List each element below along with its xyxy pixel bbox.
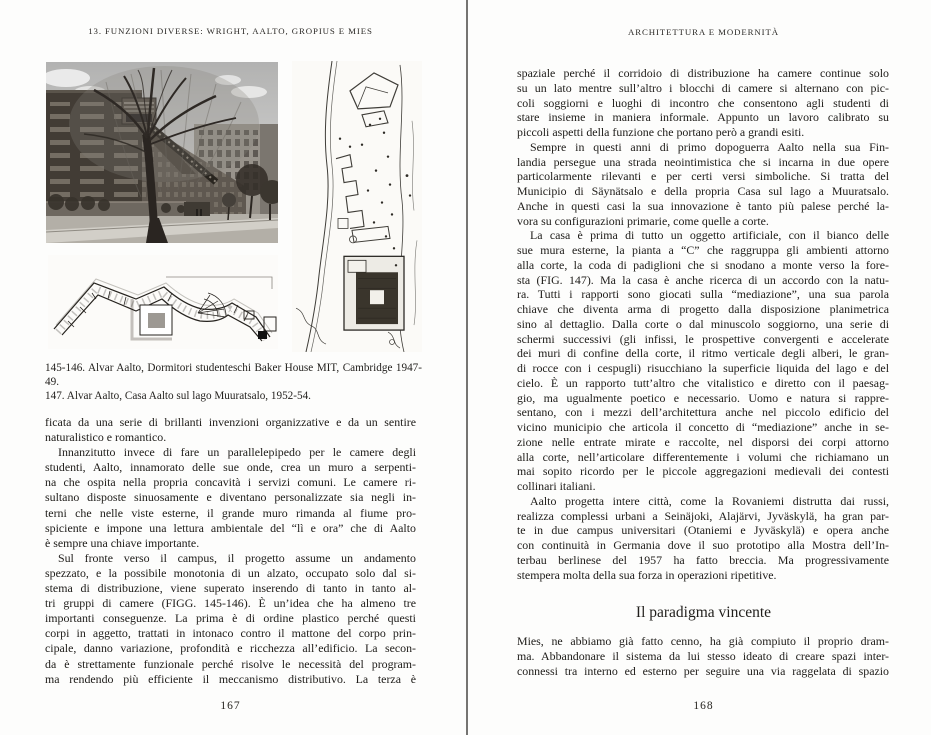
text-line: con continuità in Germania dove il suo prototipo alla Mostra dell’In- [517,538,889,552]
text-line: studenti, Aalto, innamorato delle sue onde, crea un muro a serpenti- [45,460,416,475]
text-line: spiciente e impone una lettura ambientale del “lì e ora” che di Aalto [45,520,416,535]
text-line: connessi tra interno ed esterno per seguire una via raggelata di spazio [517,664,889,678]
left-running-head: 13. FUNZIONI DIVERSE: WRIGHT, AALTO, GROPIUS E MIES [88,26,373,36]
text-line: ficata da una serie di brillanti invenzioni organizzative e da un sentire [45,415,416,429]
text-line: di rocce con i cespugli) risucchiano la superficie liquida del lago e del [517,361,889,375]
baker-house-photo-graphic [46,62,278,243]
text-line: naturalistico e romantico. [45,430,167,445]
text-line: sino al dettaglio. Dalla corte o dal minuscolo soggiorno, una serie di [517,316,889,331]
text-line: sentano, con i mezzi dell’architettura anche nel piccolo edificio del [517,405,889,420]
text-line: alla corte, nell’articolare differentemente i volumi che richiamano un [517,449,889,464]
text-line: Municipio di Säynätsalo e della propria Casa sul lago a Muuratsalo. [517,184,889,198]
figure-caption [45,362,422,404]
text-line: Anche in questi casi la sua innovazione è tanto più palese perché la- [517,198,889,213]
text-line: spaziale perché il corridoio di distribuzione ha camere continue solo [517,66,889,80]
baker-house-photo [46,62,278,243]
text-line: Innanzitutto invece di fare un parallelepipedo per le camere degli [58,445,416,460]
text-line: La casa è prima di tutto un oggetto artificiale, con il bianco delle [530,228,889,243]
text-line: cielo. È un rapporto tutt’altro che vitalistico e diretto con il paesag- [517,375,889,390]
text-line: Sempre in questi anni di primo dopoguerra Aalto nella sua Fin- [530,139,889,154]
text-line: su un lato mentre sull’altro i blocchi di camere si alternano con pic- [517,80,889,95]
text-line: sue mura esterne, la pianta a “C” che raggruppa gli ambienti attorno [517,243,889,257]
text-line: chiave che diventa arma di progetto dalla disposizione planimetrica [517,302,889,316]
text-line: 49. [45,375,59,388]
text-line: piccoli aspetti della funzione che portano però a grandi esiti. [517,125,805,139]
text-line: coli soggiorni e luoghi di incontro che consentono agli studenti di [517,95,889,110]
section-body-text [517,634,889,679]
text-line: dei muri di confine della corte, il ritmo verticale degli alberi, le gran- [517,346,889,361]
right-page-number: 168 [693,700,714,712]
text-line: stema di distribuzione, viene superato inserendo di tanto in tanto al- [45,581,416,596]
muuratsalo-site-plan [292,61,422,352]
text-line: landia persegue una strada neointimistica che si incarna in due opere [517,154,889,169]
text-line: spezzato, e la possibile monotonia di un alzato, occupato solo dal si- [45,565,416,580]
text-line: vora su configurazioni primarie, come quelle a corte. [517,213,769,228]
text-line: ma rendendo più efficiente il meccanismo distributivo. La terza è [45,671,416,686]
text-line: Aalto progetta intere città, come la Rovaniemi distrutta dai russi, [530,493,889,508]
text-line: ra. Tutti i rapporti sono giocati sulla “mediazione”, una sua parola [517,287,889,302]
site-plan-graphic [292,61,422,352]
text-line: gio, ma ugualmente poetico e necessario. Uomo e natura si rappre- [517,390,889,405]
text-line: stare insieme in maniera informale. Appunto un lavoro calibrato su [517,110,889,125]
left-page-number: 167 [220,700,241,712]
text-line: sta (FIG. 147). Ma la casa è anche ricerca di un accordo con la natu- [517,272,889,287]
page-gutter-divider [466,0,468,735]
text-line: 147. Alvar Aalto, Casa Aalto sul lago Muuratsalo, 1952-54. [45,389,311,402]
text-line: na che ospita nella propria concavità i servizi comuni. Le camere ri- [45,475,416,490]
text-line: Sul fronte verso il campus, il progetto assume un andamento [58,550,416,565]
text-line: schermi successivi (gli infissi, le prospettive convergenti e accelerate [517,331,889,346]
text-line: è sempre una chiave importante. [45,535,200,550]
left-body-text [45,415,416,687]
text-line: tri gruppi di camere (FIGG. 145-146). È un’idea che ha almeno tre [45,596,416,611]
floor-plan-graphic [48,255,278,349]
text-line: importanti conseguenze. La prima è di ordine plastico perché questi [45,611,416,626]
text-line: zione nelle entrate mirate e raccolte, nel disporsi dei corpi attorno [517,434,889,449]
text-line: da è strettamente funzionale perché risolve le necessità del program- [45,656,416,671]
text-line: terbau berlinese del 1957 ha fatto breccia. Ma progressivamente [517,552,889,567]
text-line: stempera molta della sua forza in operazioni ripetitive. [517,567,777,582]
text-line: collinari italiani. [517,479,596,493]
text-line: realizza complessi urbani a Seinäjoki, Alajärvi, Jyväskylä, ha gran par- [517,508,889,523]
text-line: 145-146. Alvar Aalto, Dormitori studenteschi Baker House MIT, Cambridge 1947- [45,362,422,374]
text-line: particolarmente rilevanti e per certi versi simboliche. Si tratta del [517,169,889,184]
right-body-text [517,66,889,582]
text-line: corpi in aggetto, trattati in intonaco contro il mattone del corpo prin- [45,626,416,641]
text-line: ma. Abbandonare il sistema da lui stesso ideato di creare spazi inter- [517,649,889,663]
text-line: te in due campus universitari (Otaniemi e Jyväskylä) e opera anche [517,523,889,538]
text-line: sultano disposte sinuosamente e diventano personalizzate sia negli in- [45,490,416,505]
section-heading: Il paradigma vincente [635,604,772,621]
text-line: Mies, ne abbiamo già fatto cenno, ha già compiuto il proprio dram- [517,634,889,648]
baker-house-floor-plan [48,255,278,349]
text-line: mai sopito ricordo per le piccole aggregazioni medievali dei contesti [517,464,889,479]
text-line: terni che nelle viste esterne, il grande muro rimanda al fiume pro- [45,505,416,520]
text-line: alla corte, la coda di padiglioni che si snodano a monte verso la fore- [517,257,889,272]
right-running-head: ARCHITETTURA E MODERNITÀ [627,27,780,37]
right-page [469,0,931,735]
text-line: vicino municipio che articola il concetto di “mediazione” anche in se- [517,420,889,434]
text-line: cipale, danno variazione, profondità e ricchezza all’edificio. La secon- [45,641,416,656]
